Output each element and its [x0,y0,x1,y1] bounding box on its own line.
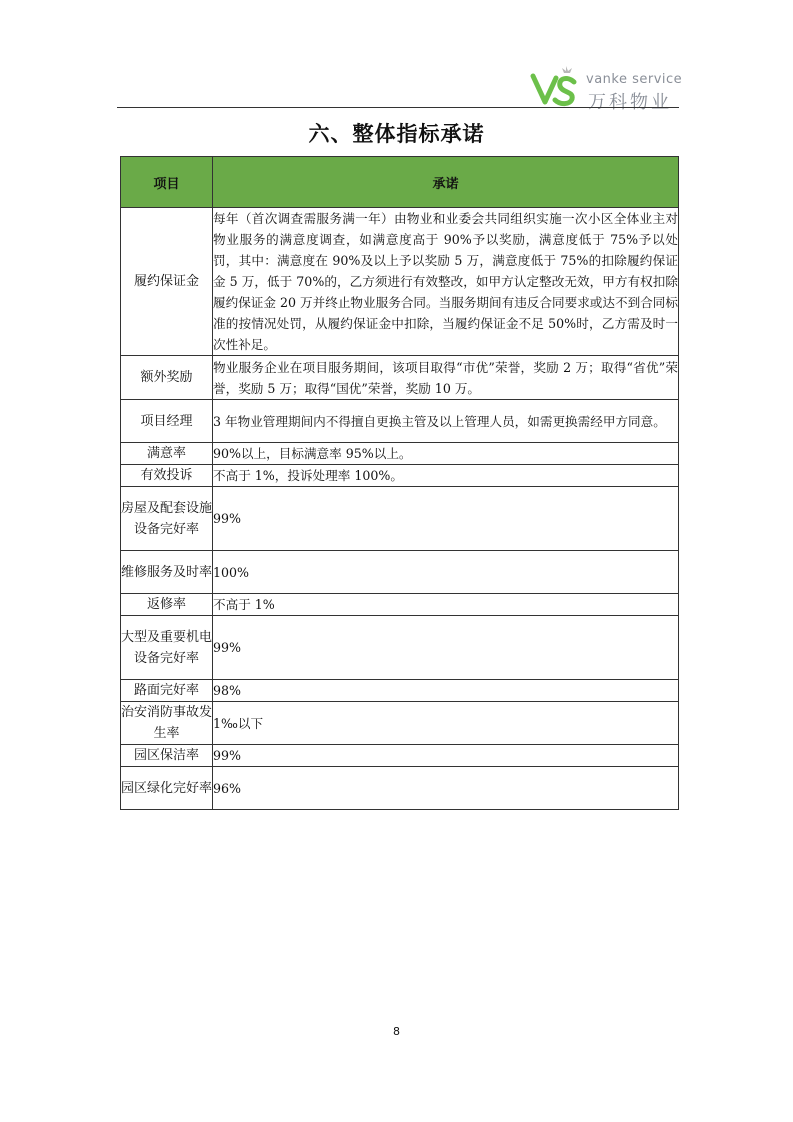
table-row [121,443,679,465]
row-item-label: 履约保证金 [121,208,213,356]
table-row [121,356,679,400]
row-commitment: 不高于 1% [213,594,679,616]
row-commitment: 不高于 1%，投诉处理率 100%。 [213,465,679,487]
logo-chinese-text: 万科物业 [588,92,672,113]
row-commitment: 99% [213,745,679,767]
row-commitment: 物业服务企业在项目服务期间，该项目取得“市优”荣誉，奖励 2 万；取得“省优”荣誉，奖励 5 万；取得“国优”荣誉，奖励 10 万。 [213,356,679,400]
row-commitment: 96% [213,767,679,810]
commitment-table [120,156,679,810]
column-header-commitment: 承诺 [213,157,679,208]
logo-english-text: vanke service [586,72,683,87]
page-number: 8 [393,1025,400,1038]
table-row [121,487,679,551]
table-row [121,551,679,594]
column-header-item: 项目 [121,157,213,208]
row-item-label: 房屋及配套设施设备完好率 [121,487,213,551]
table-row [121,465,679,487]
table-row [121,680,679,702]
row-commitment: 1‰以下 [213,702,679,745]
table-row [121,767,679,810]
row-item-label: 园区绿化完好率 [121,767,213,810]
row-commitment: 3 年物业管理期间内不得擅自更换主管及以上管理人员，如需更换需经甲方同意。 [213,400,679,443]
vs-logo-mark-icon [530,62,582,108]
table-row [121,745,679,767]
row-item-label: 路面完好率 [121,680,213,702]
row-commitment: 98% [213,680,679,702]
row-commitment: 100% [213,551,679,594]
row-item-label: 园区保洁率 [121,745,213,767]
header-divider [117,107,679,108]
row-commitment: 99% [213,487,679,551]
vanke-service-logo [530,62,683,113]
row-item-label: 满意率 [121,443,213,465]
row-item-label: 返修率 [121,594,213,616]
row-item-label: 大型及重要机电设备完好率 [121,616,213,680]
row-item-label: 额外奖励 [121,356,213,400]
row-item-label: 有效投诉 [121,465,213,487]
row-item-label: 项目经理 [121,400,213,443]
page-title: 六、整体指标承诺 [308,122,485,146]
row-commitment: 每年（首次调查需服务满一年）由物业和业委会共同组织实施一次小区全体业主对物业服务的满意度调查，如满意度高于 90%予以奖励，满意度低于 75%予以处罚，其中：满意度在 90%及以上予以奖励 5 万，满意度低于 75%的扣除履约保证金 5 万，低于 70%的，乙方须进行有效整改，如甲方认定整改无效，甲方有权扣除履约保证金 20 万并终止物业服务合同。当服务期间有违反合同要求或达不到合同标准的按情况处罚，从履约保证金中扣除，当履约保证金不足 50%时，乙方需及时一次性补足。 [213,208,679,356]
row-item-label: 治安消防事故发生率 [121,702,213,745]
table-row [121,400,679,443]
row-commitment: 90%以上，目标满意率 95%以上。 [213,443,679,465]
table-row [121,594,679,616]
row-item-label: 维修服务及时率 [121,551,213,594]
table-row [121,616,679,680]
table-row [121,702,679,745]
table-header-row [121,157,679,208]
table-row [121,208,679,356]
row-commitment: 99% [213,616,679,680]
